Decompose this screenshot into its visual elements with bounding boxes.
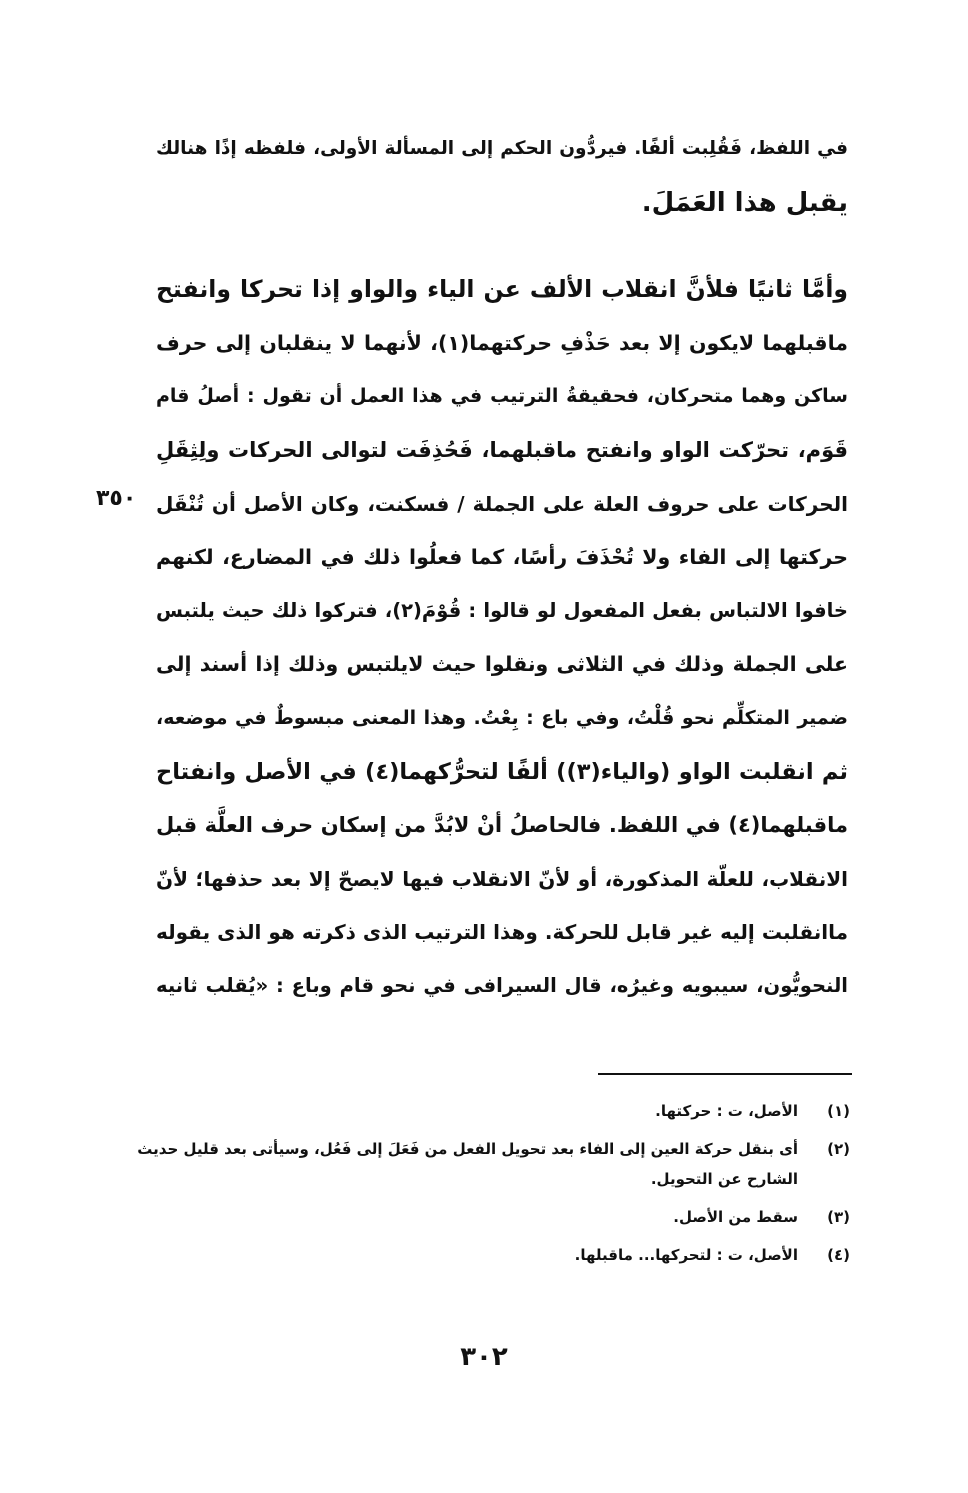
footnote-number: (٤) <box>827 1246 850 1264</box>
text-line: خافوا الالتباس بفعل المفعول لو قالوا : قُوْمَ(٢)، فتركوا ذلك حيث يلتبس <box>156 598 848 622</box>
text-line: في اللفظ، فَقُلِبت ألفًا. فيردُّون الحكم إلى المسألة الأولى، فلفظه إذًا هنالك <box>156 138 848 159</box>
text-line: الحركات على حروف العلة على الجملة / فسكنت، وكان الأصل أن تُنْقَل <box>156 491 848 516</box>
page-number: ٣٠٢ <box>460 1342 508 1372</box>
text-line: الانقلاب، للعلّة المذكورة، أو لأنّ الانقلاب فيها لايصحّ إلا بعد حذفها؛ لأنّ <box>156 866 848 891</box>
text-line: يقبل هذا العَمَلَ. <box>641 187 848 218</box>
text-line: قَوَم، تحرّكت الواو وانفتح ماقبلهما، فَحُذِفَت لتوالى الحركات ولِثِقَلِ <box>156 437 848 462</box>
footnote-item <box>130 1240 850 1270</box>
footnote-number: (٣) <box>827 1208 850 1226</box>
text-line: ساكن وهما متحركان، فحقيقةُ الترتيب في هذا العمل أن تقول : أصلُ قام <box>156 385 848 408</box>
text-line: ماقبلهما لايكون إلا بعد حَذْفِ حركتهما(١)، لأنهما لا ينقلبان إلى حرف <box>156 330 848 355</box>
text-line: وأمَّا ثانيًا فلأنَّ انقلاب الألف عن الياء والواو إذا تحركا وانفتح <box>156 275 848 304</box>
footnote-item <box>130 1202 850 1232</box>
text-line: ضمير المتكلِّم نحو قُلْتُ، وفي باع : بِعْتُ. وهذا المعنى مبسوطٌ في موضعه، <box>156 706 848 729</box>
footnote-text: الأصل، ت : لتحركها... ماقبلها. <box>574 1246 798 1264</box>
text-line: النحويُّون، سيبويه وغيرُه، قال السيرافى في نحو قام وباع : «يُقلب ثانيه <box>156 973 848 997</box>
text-line: حركتها إلى الفاء ولا تُحْذَفَ رأسًا، كما فعلُوا ذلك في المضارع، لكنهم <box>156 545 848 570</box>
text-line: ماانقلبت إليه غير قابل للحركة. وهذا الترتيب الذى ذكرته هو الذى يقوله <box>156 920 848 945</box>
footnote-text: الأصل، ت : حركتها. <box>655 1102 798 1120</box>
footnote-number: (١) <box>827 1102 850 1120</box>
footnote-text: سقط من الأصل. <box>673 1208 798 1226</box>
footnote-divider <box>598 1073 852 1075</box>
footnote-item <box>130 1096 850 1126</box>
footnote-number: (٢) <box>827 1140 850 1158</box>
footnote-text: أى بنقل حركة العين إلى الفاء بعد تحويل الفعل من فَعَلَ إلى فَعُل، وسيأتى بعد قليل حديث الشارح عن التحويل. <box>137 1140 798 1188</box>
footnotes <box>130 1096 850 1278</box>
text-line: على الجملة وذلك في الثلاثى ونقلوا حيث لايلتبس وذلك إذا أسند إلى <box>156 652 848 677</box>
manuscript-folio-number: ٣٥٠ <box>96 486 137 511</box>
text-line: ماقبلهما(٤) في اللفظ. فالحاصلُ أنْ لابُدَّ من إسكان حرف العلَّة قبل <box>156 813 848 838</box>
footnote-item <box>130 1134 850 1194</box>
text-line: ثم انقلبت الواو (والياء(٣)) ألفًا لتحرُّكهما(٤) في الأصل وانفتاح <box>156 758 848 785</box>
main-text <box>156 128 848 1019</box>
